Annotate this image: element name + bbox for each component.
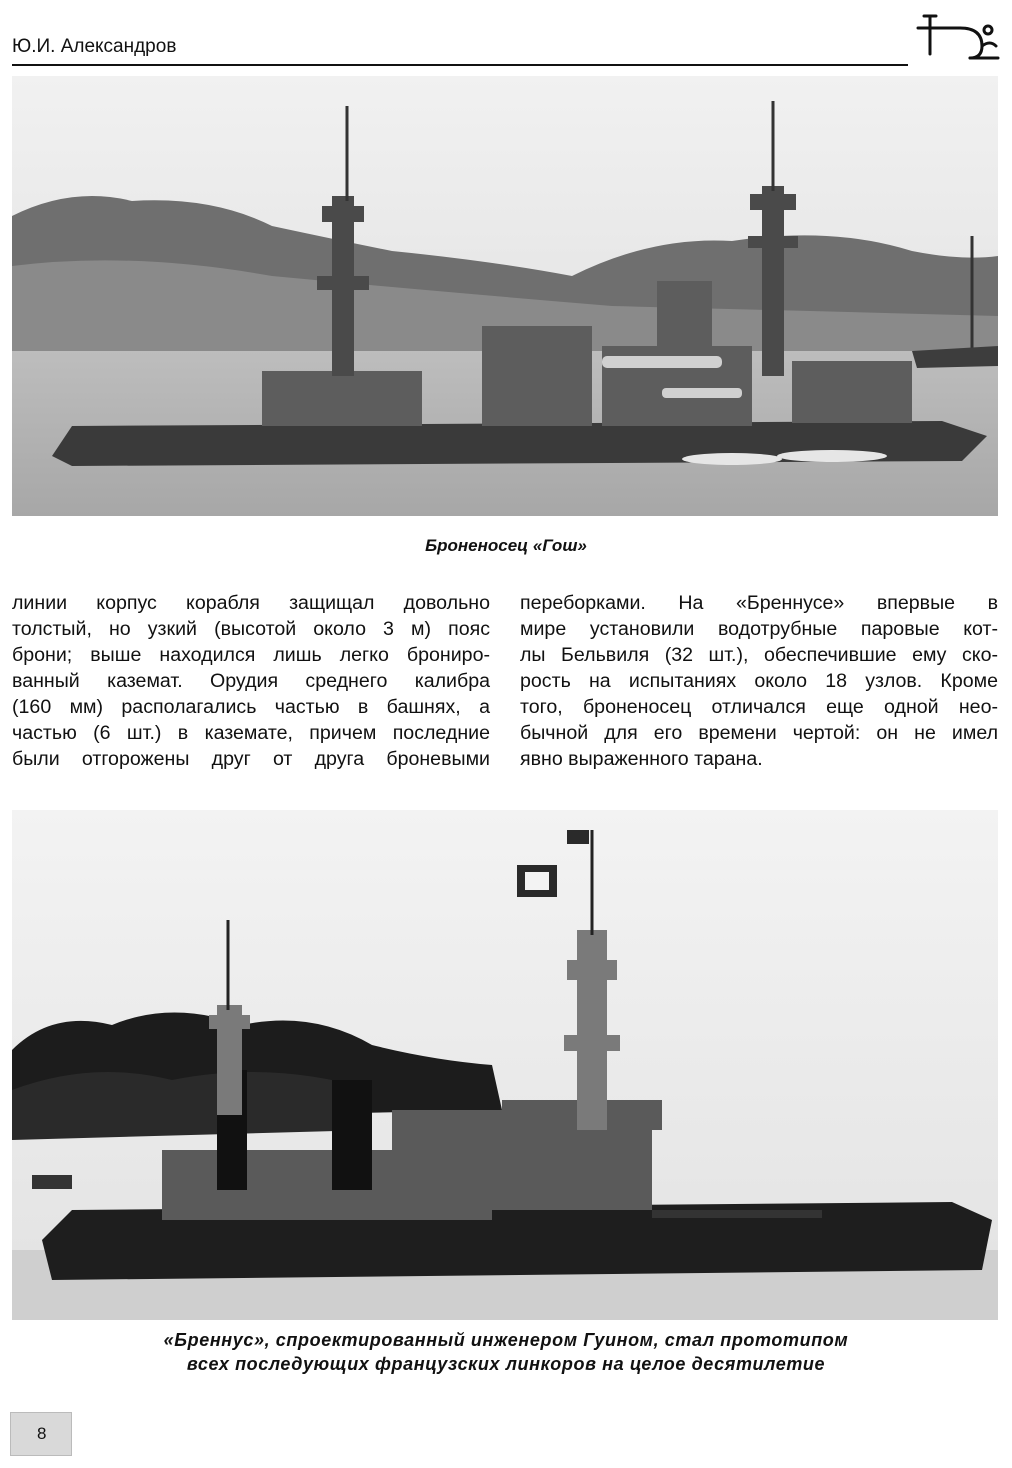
- running-header-author: Ю.И. Александров: [12, 36, 177, 57]
- text-line: бычной для его времени чертой: он не имел: [520, 722, 998, 744]
- text-line: брони; выше находился лишь легко брониро-: [12, 644, 490, 666]
- body-text-left-column: [12, 590, 490, 772]
- text-line: (160 мм) располагались частью в башнях, а: [12, 696, 490, 718]
- photo-caption-brennus: [40, 1328, 972, 1376]
- page-number-box: [10, 1412, 72, 1456]
- text-line: были отгорожены друг от друга броневыми: [12, 748, 490, 770]
- text-line: того, броненосец отличался еще одной нео-: [520, 696, 998, 718]
- text-line: переборками. На «Бреннусе» впервые в: [520, 592, 998, 614]
- caption-line: всех последующих французских линкоров на целое десятилетие: [186, 1354, 826, 1374]
- text-line: лы Бельвиля (32 шт.), обеспечившие ему ско-: [520, 644, 998, 666]
- photo-battleship-hoche: [12, 76, 998, 516]
- caption-line: «Бреннус», спроектированный инженером Гуином, стал прототипом: [163, 1330, 849, 1350]
- photo-caption-hoche: Броненосец «Гош»: [425, 536, 587, 555]
- text-line: ванный каземат. Орудия среднего калибра: [12, 670, 490, 692]
- text-line: мире установили водотрубные паровые кот-: [520, 618, 998, 640]
- page-number: 8: [37, 1424, 47, 1443]
- text-line: частью (6 шт.) в каземате, причем последние: [12, 722, 490, 744]
- text-line: толстый, но узкий (высотой около 3 м) пояс: [12, 618, 490, 640]
- text-line: явно выраженного тарана.: [520, 748, 763, 770]
- text-line: рость на испытаниях около 18 узлов. Кроме: [520, 670, 998, 692]
- anchor-icon: [910, 6, 1002, 64]
- header-rule: [12, 64, 908, 66]
- body-text-right-column: [520, 590, 998, 772]
- text-line: линии корпус корабля защищал довольно: [12, 592, 490, 614]
- photo-battleship-brennus: [12, 810, 998, 1320]
